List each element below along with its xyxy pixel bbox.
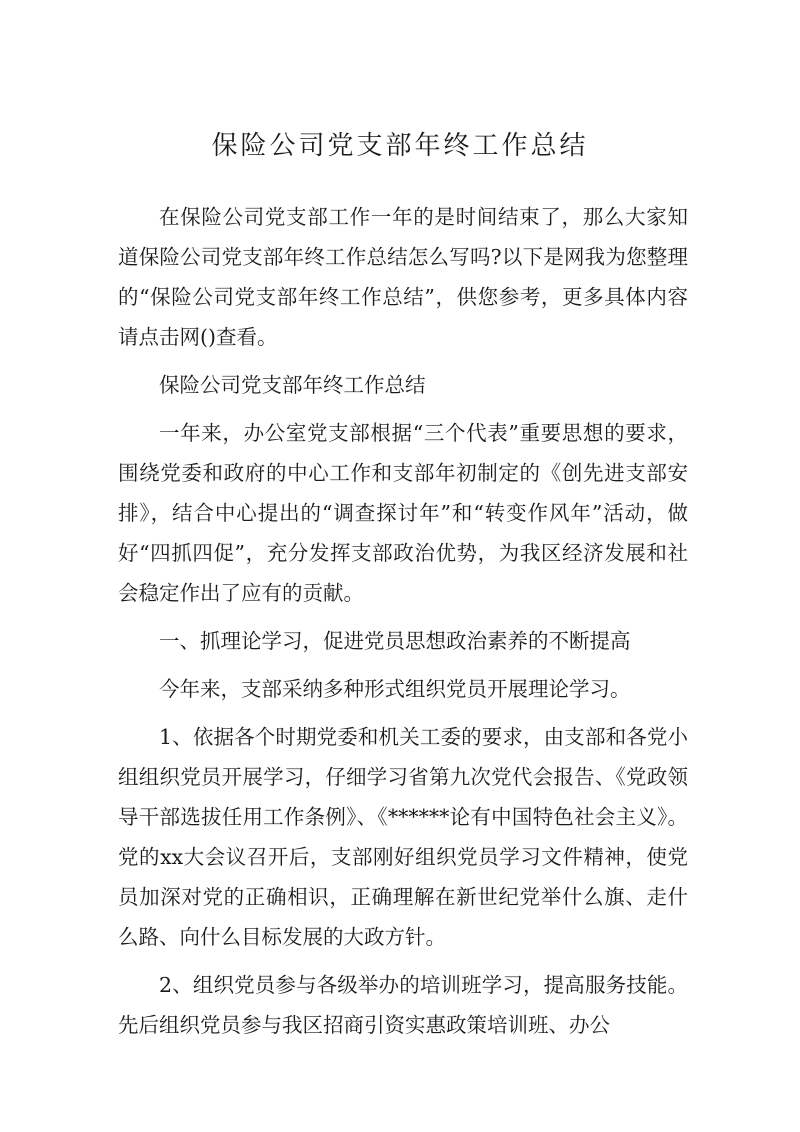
section-heading-1: 一、抓理论学习，促进党员思想政治素养的不断提高 [159, 629, 631, 653]
paragraph-subtitle: 保险公司党支部年终工作总结 [159, 373, 426, 397]
paragraph-item-2: 2、组织党员参与各级举办的培训班学习，提高服务技能。先后组织党员参与我区招商引资实惠政策培训班、办公 [118, 973, 688, 1037]
document-body [118, 197, 688, 1053]
paragraph-intro: 在保险公司党支部工作一年的是时间结束了，那么大家知道保险公司党支部年终工作总结怎么写吗?以下是网我为您整理的“保险公司党支部年终工作总结”，供您参考，更多具体内容请点击网()查看。 [118, 205, 688, 349]
paragraph-item-1: 1、依据各个时期党委和机关工委的要求，由支部和各党小组组织党员开展学习，仔细学习省第九次党代会报告、《党政领导干部选拔任用工作条例》、《******论有中国特色社会主义》。党的xx大会议召开后，支部刚好组织党员学习文件精神，使党员加深对党的正确相识，正确理解在新世纪党举什么旗、走什么路、向什么目标发展的大政方针。 [118, 725, 688, 949]
document-title: 保险公司党支部年终工作总结 [211, 131, 589, 161]
paragraph-overview: 一年来，办公室党支部根据“三个代表”重要思想的要求，围绕党委和政府的中心工作和支部年初制定的《创先进支部安排》，结合中心提出的“调查探讨年”和“转变作风年”活动，做好“四抓四促”，充分发挥支部政治优势，为我区经济发展和社会稳定作出了应有的贡献。 [118, 421, 688, 605]
paragraph-section-1-intro: 今年来，支部采纳多种形式组织党员开展理论学习。 [159, 677, 631, 701]
